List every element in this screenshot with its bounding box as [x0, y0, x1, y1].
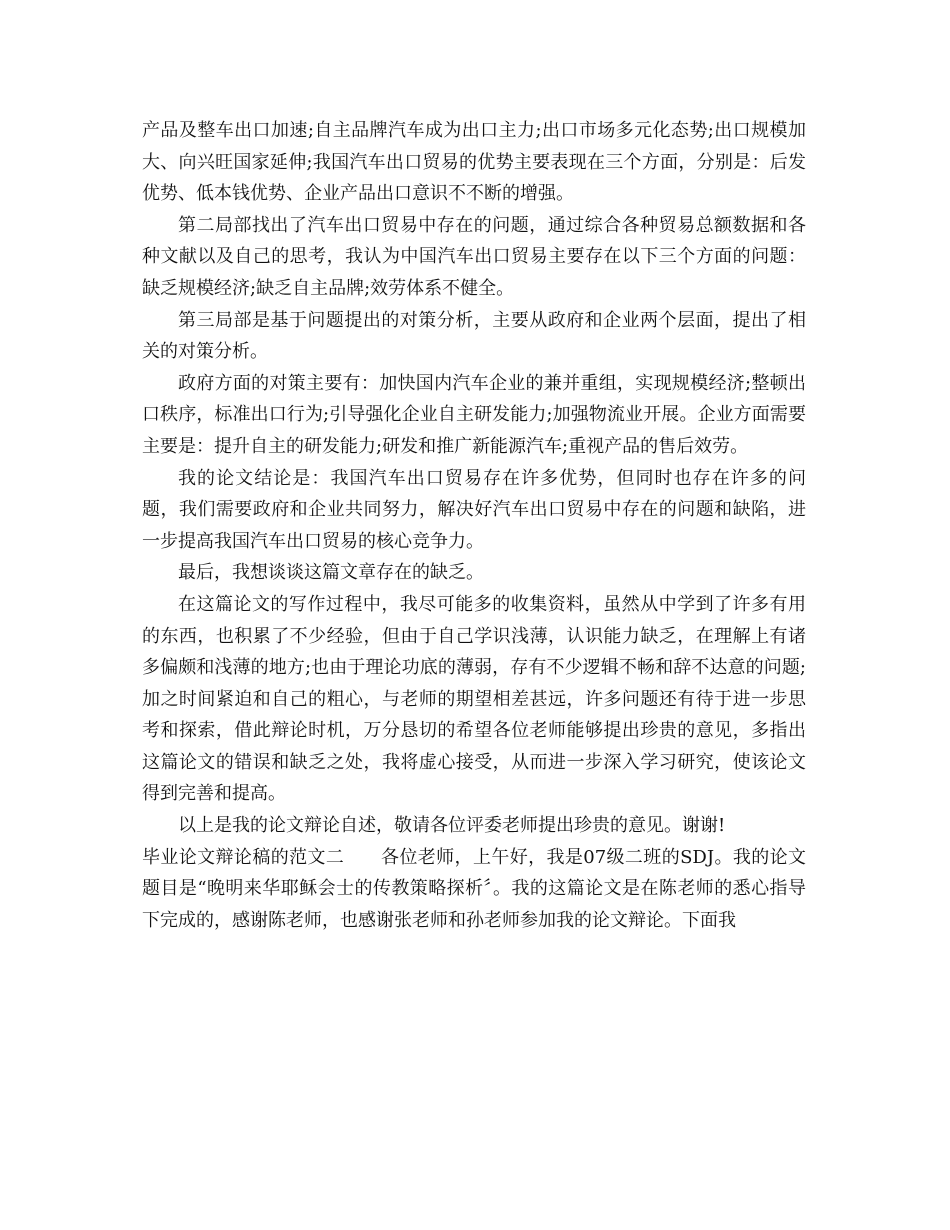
paragraph-1: 产品及整车出口加速;自主品牌汽车成为出口主力;出口市场多元化态势;出口规模加大、向兴旺国家延伸;我国汽车出口贸易的优势主要表现在三个方面，分别是：后发优势、低本钱优势、企业产品出口意识不不断的增强。	[142, 120, 806, 205]
paragraph-6: 最后，我想谈谈这篇文章存在的缺乏。	[178, 562, 484, 584]
paragraph-7: 在这篇论文的写作过程中，我尽可能多的收集资料，虽然从中学到了许多有用的东西，也积累了不少经验，但由于自己学识浅薄，认识能力缺乏，在理解上有诸多偏颇和浅薄的地方;也由于理论功底的薄弱，存有不少逻辑不畅和辞不达意的问题;加之时间紧迫和自己的粗心，与老师的期望相差甚远，许多问题还有待于进一步思考和探索，借此辩论时机，万分恳切的希望各位老师能够提出珍贵的意见，多指出这篇论文的错误和缺乏之处，我将虚心接受，从而进一步深入学习研究，使该论文得到完善和提高。	[142, 593, 806, 805]
paragraph-5: 我的论文结论是：我国汽车出口贸易存在许多优势，但同时也存在许多的问题，我们需要政府和企业共同努力，解决好汽车出口贸易中存在的问题和缺陷，进一步提高我国汽车出口贸易的核心竞争力。	[142, 467, 806, 552]
paragraph-9: 毕业论文辩论稿的范文二 各位老师，上午好，我是07级二班的SDJ。我的论文题目是“晚明来华耶稣会士的传教策略探析〞。我的这篇论文是在陈老师的悉心指导下完成的，感谢陈老师，也感谢张老师和孙老师参加我的论文辩论。下面我	[142, 846, 806, 931]
paragraph-2: 第二局部找出了汽车出口贸易中存在的问题，通过综合各种贸易总额数据和各种文献以及自己的思考，我认为中国汽车出口贸易主要存在以下三个方面的问题： 缺乏规模经济;缺乏自主品牌;效劳体系不健全。	[142, 214, 806, 299]
paragraph-3: 第三局部是基于问题提出的对策分析，主要从政府和企业两个层面，提出了相关的对策分析。	[142, 309, 806, 363]
paragraph-4: 政府方面的对策主要有：加快国内汽车企业的兼并重组，实现规模经济;整顿出口秩序，标准出口行为;引导强化企业自主研发能力;加强物流业开展。企业方面需要主要是：提升自主的研发能力;研发和推广新能源汽车;重视产品的售后效劳。	[142, 372, 806, 457]
paragraph-8: 以上是我的论文辩论自述，敬请各位评委老师提出珍贵的意见。谢谢!	[178, 815, 726, 837]
document-body	[142, 115, 806, 936]
